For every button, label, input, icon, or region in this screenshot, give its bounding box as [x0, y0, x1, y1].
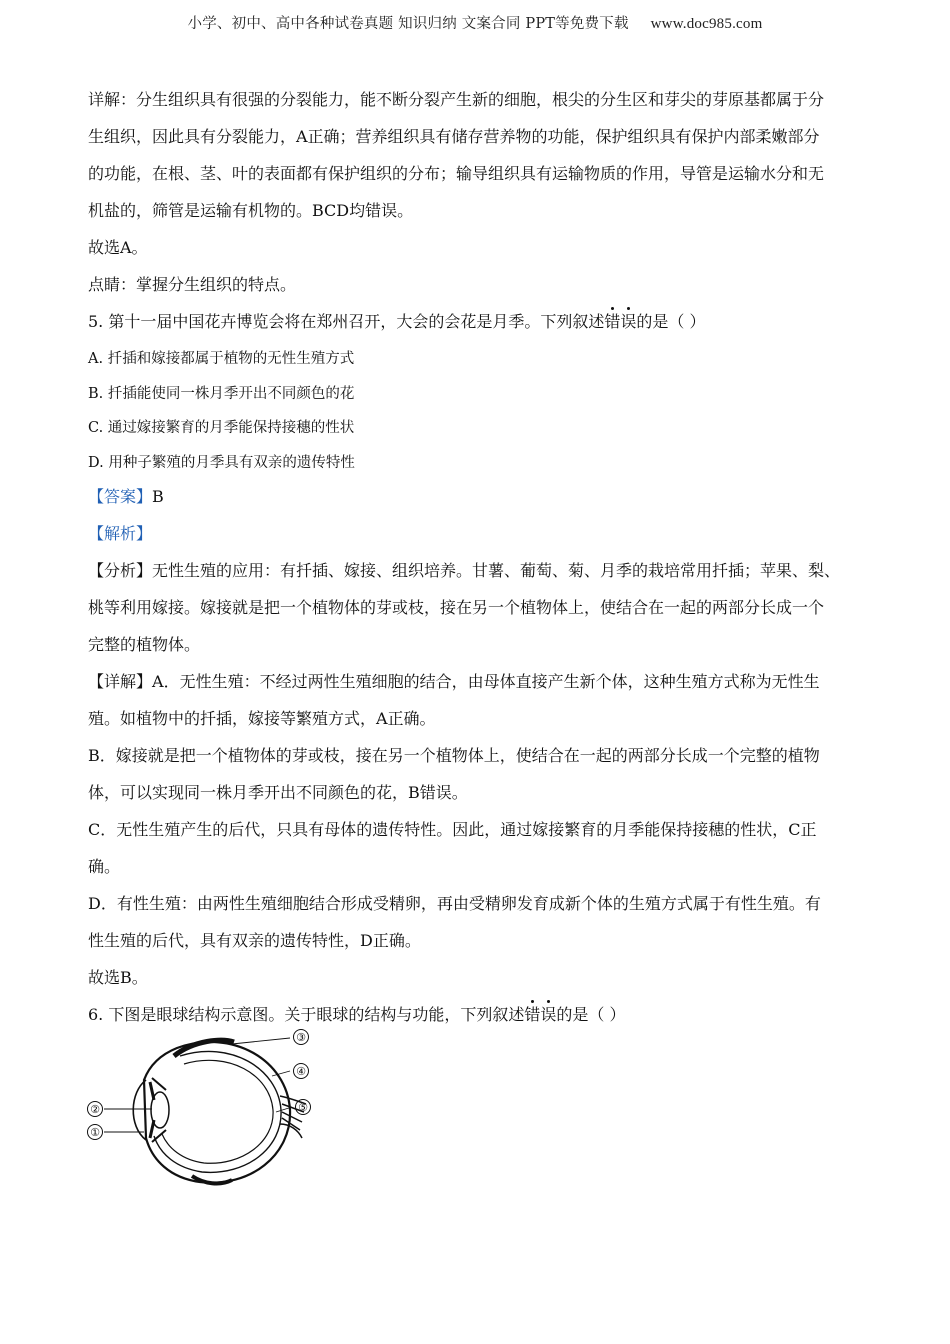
label-5: ⑤: [298, 1101, 308, 1114]
q5-xiangjie-line-7: D．有性生殖：由两性生殖细胞结合形成受精卵，再由受精卵发育成新个体的生殖方式属于有性生殖。有: [88, 894, 821, 913]
q5-option-b: B. 扦插能使同一株月季开出不同颜色的花: [88, 385, 355, 402]
q5-choice: 故选B。: [88, 968, 148, 987]
q4-line-1: 详解：分生组织具有很强的分裂能力，能不断分裂产生新的细胞，根尖的分生区和芽尖的芽原基都属于分: [88, 90, 825, 109]
answer-value: B: [152, 487, 164, 506]
label-4: ④: [296, 1065, 306, 1078]
ciliary-body: [152, 1078, 166, 1142]
header-text: 小学、初中、高中各种试卷真题 知识归纳 文案合同 PPT等免费下载: [187, 16, 629, 32]
q5-xiangjie-line-1: [88, 668, 868, 705]
q5-option-c: C. 通过嫁接繁育的月季能保持接穗的性状: [88, 420, 355, 436]
q5-xiangjie-line-2: 殖。如植物中的扦插，嫁接等繁殖方式，A正确。: [88, 709, 436, 728]
q5-fenxi-line-2: 桃等利用嫁接。嫁接就是把一个植物体的芽或枝，接在另一个植物体上，使结合在一起的两部分长成一个: [88, 598, 825, 617]
analysis-tag: 【解析】: [88, 524, 153, 543]
q5-stem: [88, 308, 868, 345]
lens: [151, 1092, 169, 1128]
q5-analysis: [88, 520, 868, 557]
q4-line-3: 的功能，在根、茎、叶的表面都有保护组织的分布；输导组织具有运输物质的作用，导管是运输水分和无: [88, 164, 825, 183]
q5-option-a: A. 扦插和嫁接都属于植物的无性生殖方式: [88, 351, 355, 367]
q6-stem-before: 6. 下图是眼球结构示意图。关于眼球的结构与功能，下列叙述: [88, 1005, 525, 1024]
fenxi-text-1: 无性生殖的应用：有扦插、嫁接、组织培养。甘薯、葡萄、菊、月季的栽培常用扦插；苹果、梨、: [152, 561, 841, 580]
q5-xiangjie-line-4: 体，可以实现同一株月季开出不同颜色的花，B错误。: [88, 783, 468, 802]
header-site[interactable]: www.doc985.com: [650, 16, 763, 32]
q5-fenxi-line-1: [88, 557, 868, 594]
q5-stem-before: 5. 第十一届中国花卉博览会将在郑州召开，大会的会花是月季。下列叙述: [88, 312, 605, 331]
q5-xiangjie-line-6: 确。: [88, 857, 121, 876]
label-3: ③: [296, 1031, 306, 1044]
q5-xiangjie-line-8: 性生殖的后代，具有双亲的遗传特性，D正确。: [88, 931, 421, 950]
leader-3: [232, 1038, 290, 1044]
q4-choice: 故选A。: [88, 238, 148, 257]
q5-xiangjie-line-5: C．无性生殖产生的后代，只具有母体的遗传特性。因此，通过嫁接繁育的月季能保持接穗的性状，C正: [88, 820, 817, 839]
page-header: [0, 12, 950, 33]
q4-line-2: 生组织，因此具有分裂能力，A正确；营养组织具有储存营养物的功能，保护组织具有保护内部柔嫩部分: [88, 127, 820, 146]
xiangjie-tag: 【详解】: [88, 672, 153, 691]
q5-option-d: D. 用种子繁殖的月季具有双亲的遗传特性: [88, 454, 355, 471]
q5-fenxi-line-3: 完整的植物体。: [88, 635, 201, 654]
answer-tag: 【答案】: [88, 487, 153, 506]
q5-xiangjie-line-3: B．嫁接就是把一个植物体的芽或枝，接在另一个植物体上，使结合在一起的两部分长成一个完整的植物: [88, 746, 820, 765]
q6-stem-dot-2: 误: [540, 1001, 556, 1029]
q4-line-4: 机盐的，筛管是运输有机物的。BCD均错误。: [88, 201, 414, 220]
eyeball-svg: [82, 1020, 322, 1190]
label-2: ②: [90, 1103, 100, 1116]
document-body: [88, 86, 868, 1038]
q5-stem-dot-1: 错: [604, 308, 620, 336]
fenxi-tag: 【分析】: [88, 561, 153, 580]
q5-stem-dot-2: 误: [620, 308, 636, 336]
eyeball-diagram: [82, 1020, 322, 1190]
q6-stem-dot-1: 错: [524, 1001, 540, 1029]
label-1: ①: [90, 1126, 100, 1139]
choroid-layer: [154, 1051, 281, 1172]
xiangjie-text-1: A．无性生殖：不经过两性生殖细胞的结合，由母体直接产生新个体，这种生殖方式称为无性生: [152, 672, 820, 691]
retina-layer: [162, 1060, 273, 1163]
q5-answer: [88, 483, 868, 520]
q6-stem-after: 的是（ ）: [556, 1005, 626, 1024]
sclera-outline: [144, 1042, 290, 1183]
q4-tip: 点睛：掌握分生组织的特点。: [88, 275, 297, 294]
q5-stem-after: 的是（ ）: [636, 312, 706, 331]
